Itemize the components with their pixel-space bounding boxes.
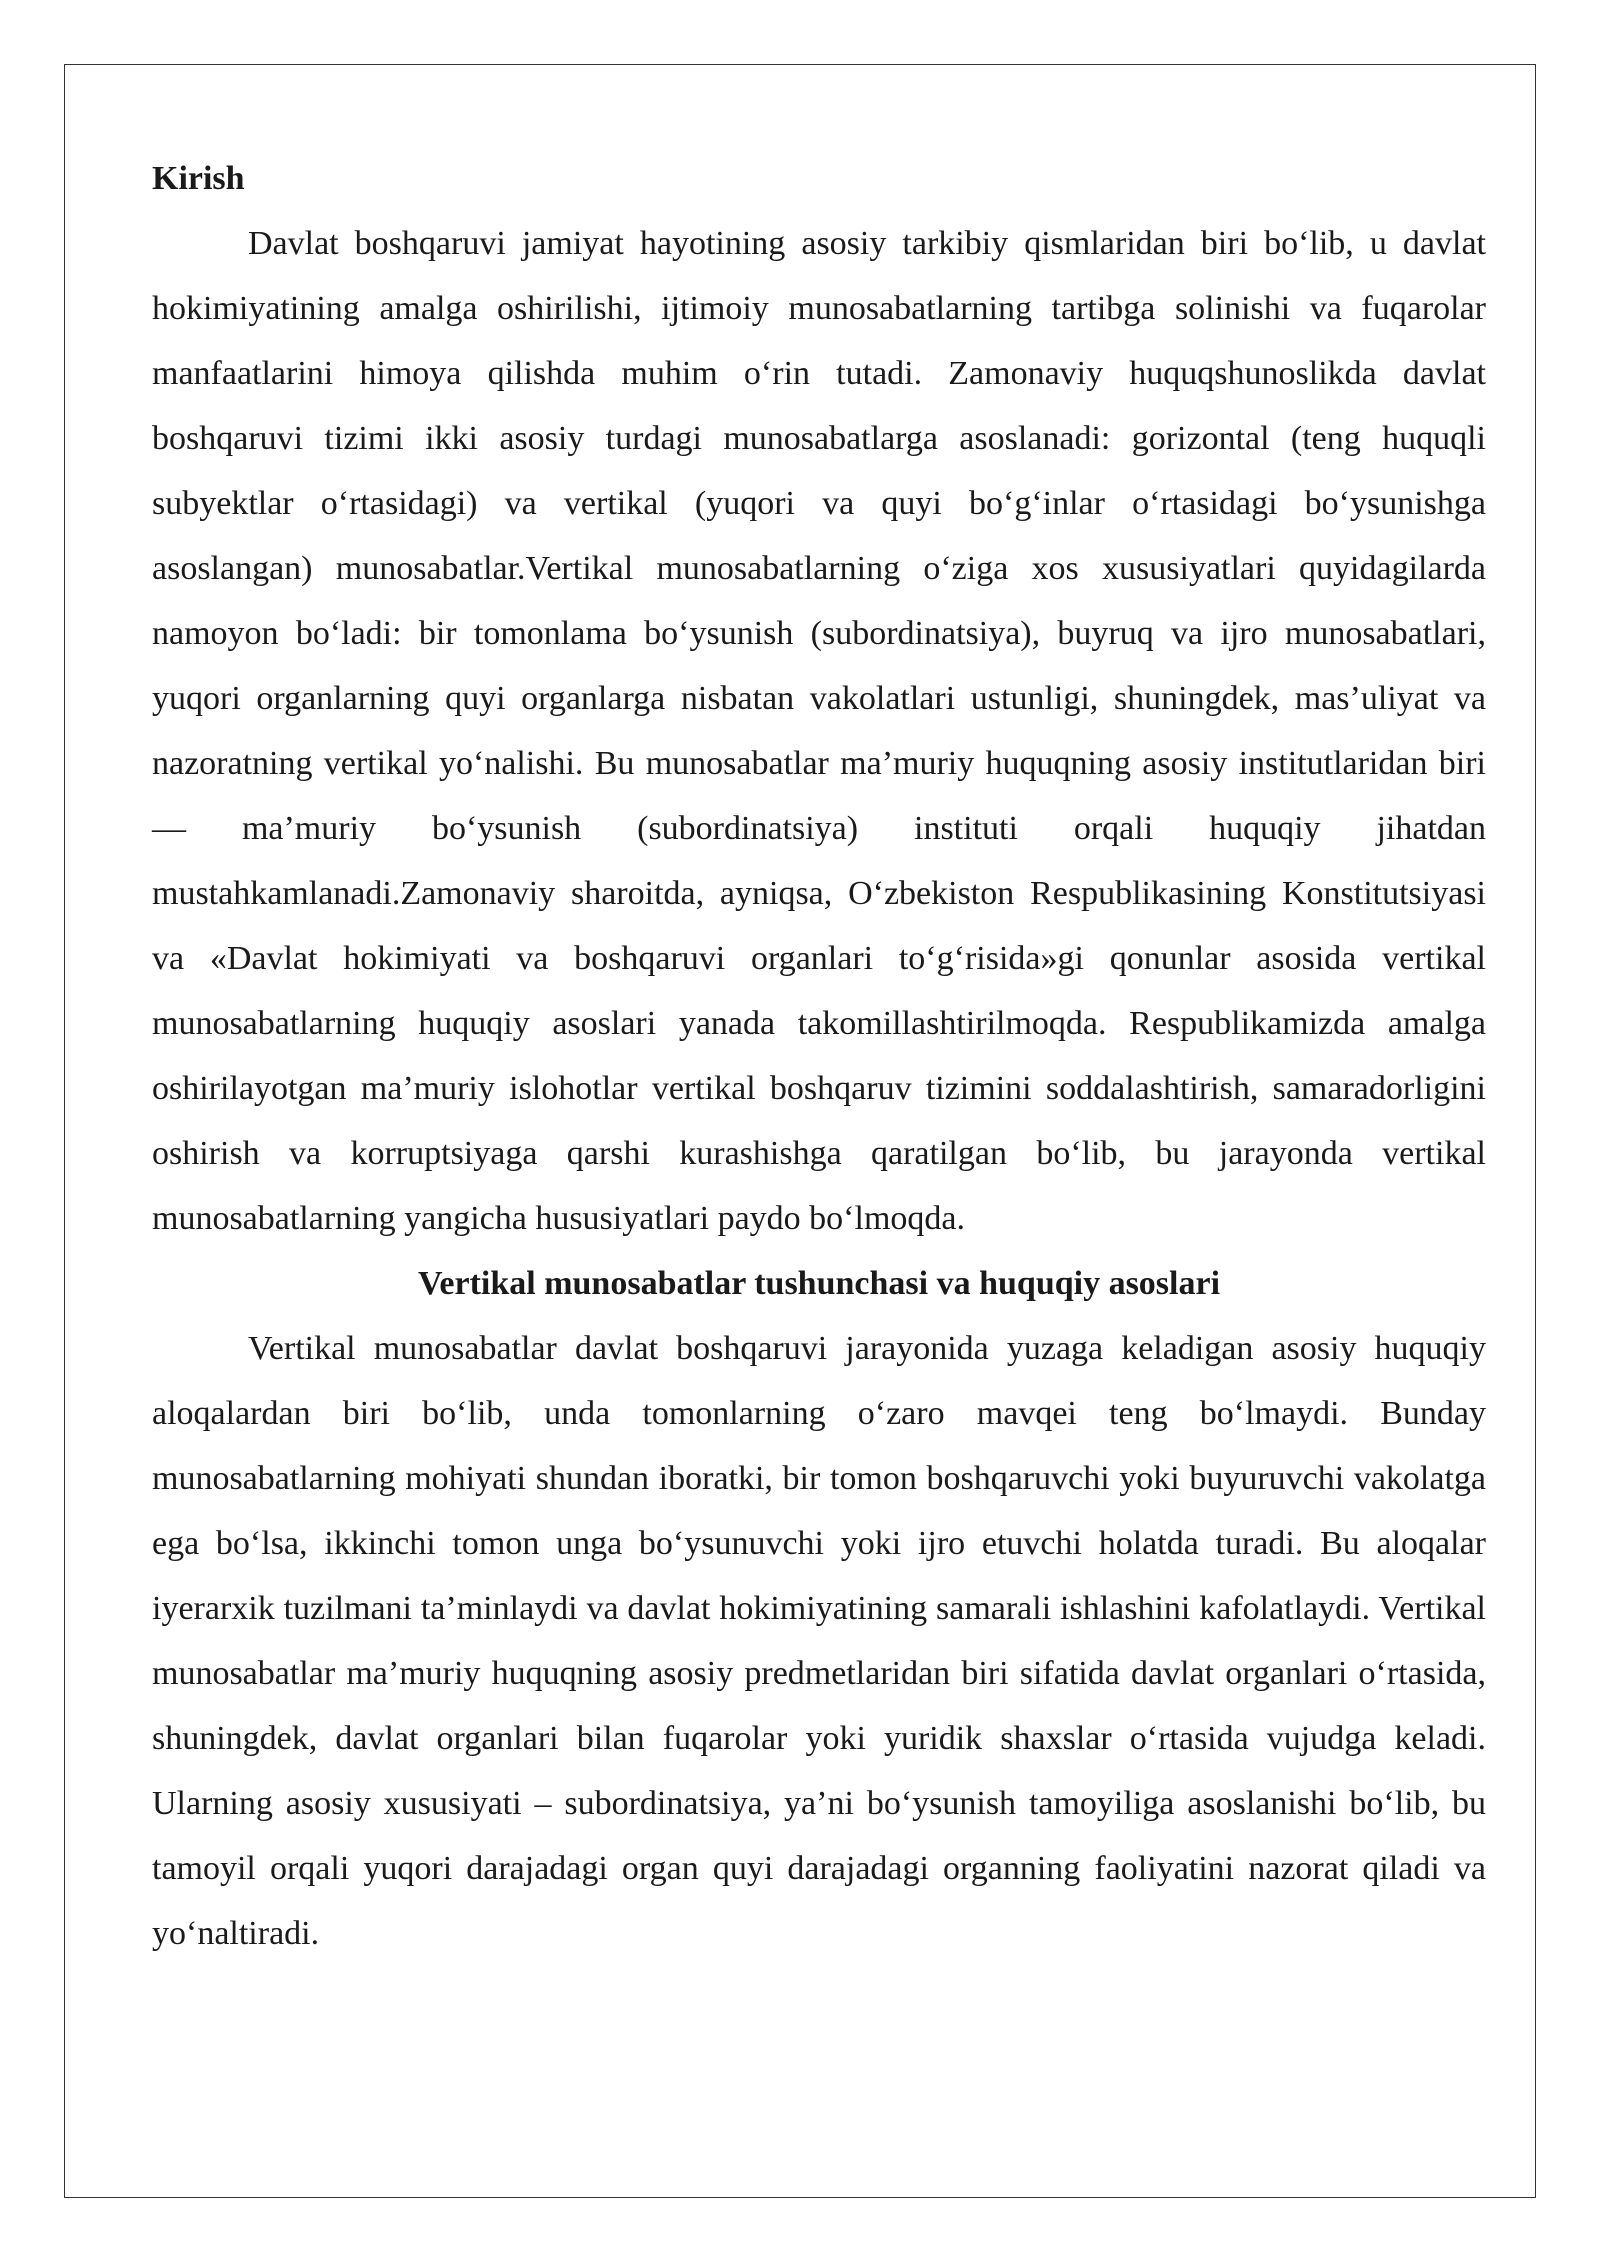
document-body bbox=[152, 146, 1486, 1966]
intro-heading: Kirish bbox=[152, 160, 245, 197]
section-heading: Vertikal munosabatlar tushunchasi va huquqiy asoslari bbox=[417, 1265, 1221, 1302]
section-paragraph: Vertikal munosabatlar davlat boshqaruvi jarayonida yuzaga keladigan asosiy huquqiy aloqalardan biri boʻlib, unda tomonlarning oʻzaro mavqei teng boʻlmaydi. Bunday munosabatlarning mohiyati shundan iboratki, bir tomon boshqaruvchi yoki buyuruvchi vakolatga ega boʻlsa, ikkinchi tomon unga boʻysunuvchi yoki ijro etuvchi holatda turadi. Bu aloqalar iyerarxik tuzilmani ta’minlaydi va davlat hokimiyatining samarali ishlashini kafolatlaydi. Vertikal munosabatlar ma’muriy huquqning asosiy predmetlaridan biri sifatida davlat organlari oʻrtasida, shuningdek, davlat organlari bilan fuqarolar yoki yuridik shaxslar oʻrtasida vujudga keladi. Ularning asosiy xususiyati – subordinatsiya, ya’ni boʻysunish tamoyiliga asoslanishi boʻlib, bu tamoyil orqali yuqori darajadagi organ quyi darajadagi organning faoliyatini nazorat qiladi va yoʻnaltiradi. bbox=[152, 1330, 1486, 1952]
intro-paragraph: Davlat boshqaruvi jamiyat hayotining asosiy tarkibiy qismlaridan biri boʻlib, u davlat hokimiyatining amalga oshirilishi, ijtimoiy munosabatlarning tartibga solinishi va fuqarolar manfaatlarini himoya qilishda muhim oʻrin tutadi. Zamonaviy huquqshunoslikda davlat boshqaruvi tizimi ikki asosiy turdagi munosabatlarga asoslanadi: gorizontal (teng huquqli subyektlar oʻrtasidagi) va vertikal (yuqori va quyi boʻgʻinlar oʻrtasidagi boʻysunishga asoslangan) munosabatlar.Vertikal munosabatlarning oʻziga xos xususiyatlari quyidagilarda namoyon boʻladi: bir tomonlama boʻysunish (subordinatsiya), buyruq va ijro munosabatlari, yuqori organlarning quyi organlarga nisbatan vakolatlari ustunligi, shuningdek, mas’uliyat va nazoratning vertikal yoʻnalishi. Bu munosabatlar ma’muriy huquqning asosiy institutlaridan biri — ma’muriy boʻysunish (subordinatsiya) instituti orqali huquqiy jihatdan mustahkamlanadi.Zamonaviy sharoitda, ayniqsa, Oʻzbekiston Respublikasining Konstitutsiyasi va «Davlat hokimiyati va boshqaruvi organlari toʻgʻrisida»gi qonunlar asosida vertikal munosabatlarning huquqiy asoslari yanada takomillashtirilmoqda. Respublikamizda amalga oshirilayotgan ma’muriy islohotlar vertikal boshqaruv tizimini soddalashtirish, samaradorligini oshirish va korruptsiyaga qarshi kurashishga qaratilgan boʻlib, bu jarayonda vertikal munosabatlarning yangicha hususiyatlari paydo boʻlmoqda. bbox=[152, 225, 1486, 1237]
